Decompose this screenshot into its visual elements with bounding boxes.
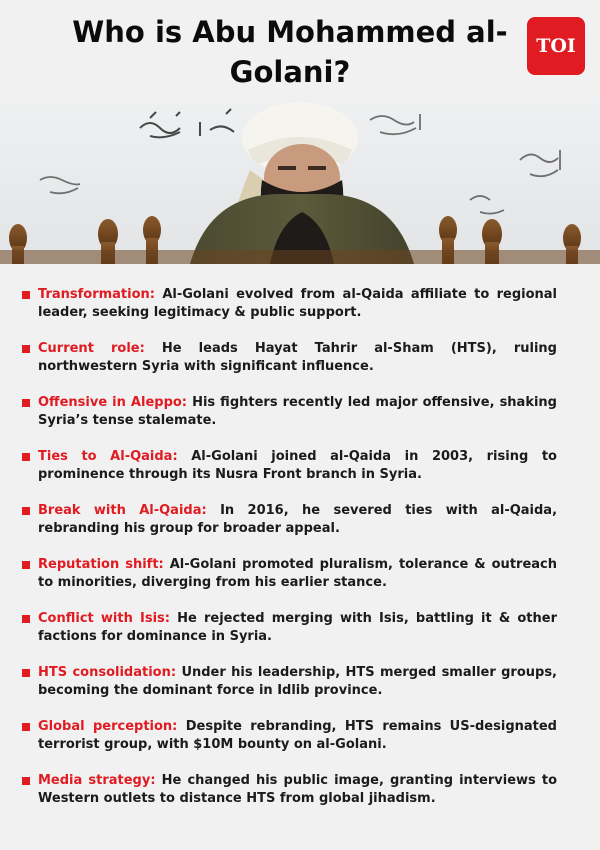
header-photo: [0, 100, 600, 264]
list-item: [22, 394, 557, 430]
bullet-square-icon: [22, 507, 30, 515]
bullet-square-icon: [22, 615, 30, 623]
item-text: In 2016, he severed ties with al-Qaida, rebranding his group for broader appeal.: [38, 503, 558, 536]
item-text: Al-Golani evolved from al-Qaida affiliate to regional leader, seeking legitimacy & public support.: [38, 287, 558, 320]
item-label: Media strategy:: [38, 773, 156, 788]
bullet-square-icon: [22, 561, 30, 569]
bullet-square-icon: [22, 345, 30, 353]
item-label: Ties to Al-Qaida:: [38, 449, 178, 464]
item-label: HTS consolidation:: [38, 665, 177, 680]
facts-list: [22, 286, 557, 826]
item-text: Despite rebranding, HTS remains US-designated terrorist group, with $10M bounty on al-Golani.: [38, 719, 557, 752]
list-item: [22, 448, 557, 484]
item-label: Reputation shift:: [38, 557, 164, 572]
list-item: [22, 556, 557, 592]
item-label: Current role:: [38, 341, 145, 356]
list-item: [22, 610, 557, 646]
item-text: He changed his public image, granting interviews to Western outlets to distance HTS from global jihadism.: [38, 773, 557, 806]
item-text: Al-Golani joined al-Qaida in 2003, rising to prominence through its Nusra Front branch in Syria.: [38, 449, 557, 482]
list-item: [22, 664, 557, 700]
item-label: Break with Al-Qaida:: [38, 503, 207, 518]
list-item: [22, 340, 557, 376]
item-label: Offensive in Aleppo:: [38, 395, 188, 410]
item-label: Conflict with Isis:: [38, 611, 170, 626]
item-text: Under his leadership, HTS merged smaller groups, becoming the dominant force in Idlib province.: [38, 665, 557, 698]
bullet-square-icon: [22, 453, 30, 461]
item-text: He leads Hayat Tahrir al-Sham (HTS), ruling northwestern Syria with significant influence.: [38, 341, 557, 374]
list-item: [22, 502, 557, 538]
list-item: [22, 286, 557, 322]
list-item: [22, 772, 557, 808]
item-text: He rejected merging with Isis, battling it & other factions for dominance in Syria.: [38, 611, 557, 644]
bullet-square-icon: [22, 399, 30, 407]
logo-text: TOI: [536, 35, 576, 57]
item-label: Transformation:: [38, 287, 155, 302]
item-text: His fighters recently led major offensive, shaking Syria’s tense stalemate.: [38, 395, 557, 428]
item-label: Global perception:: [38, 719, 178, 734]
list-item: [22, 718, 557, 754]
bullet-square-icon: [22, 723, 30, 731]
bullet-square-icon: [22, 777, 30, 785]
page-title: Who is Abu Mohammed al-Golani?: [72, 15, 508, 89]
bullet-square-icon: [22, 291, 30, 299]
toi-logo: [527, 17, 585, 75]
item-text: Al-Golani promoted pluralism, tolerance & outreach to minorities, diverging from his earlier stance.: [38, 557, 557, 590]
bullet-square-icon: [22, 669, 30, 677]
